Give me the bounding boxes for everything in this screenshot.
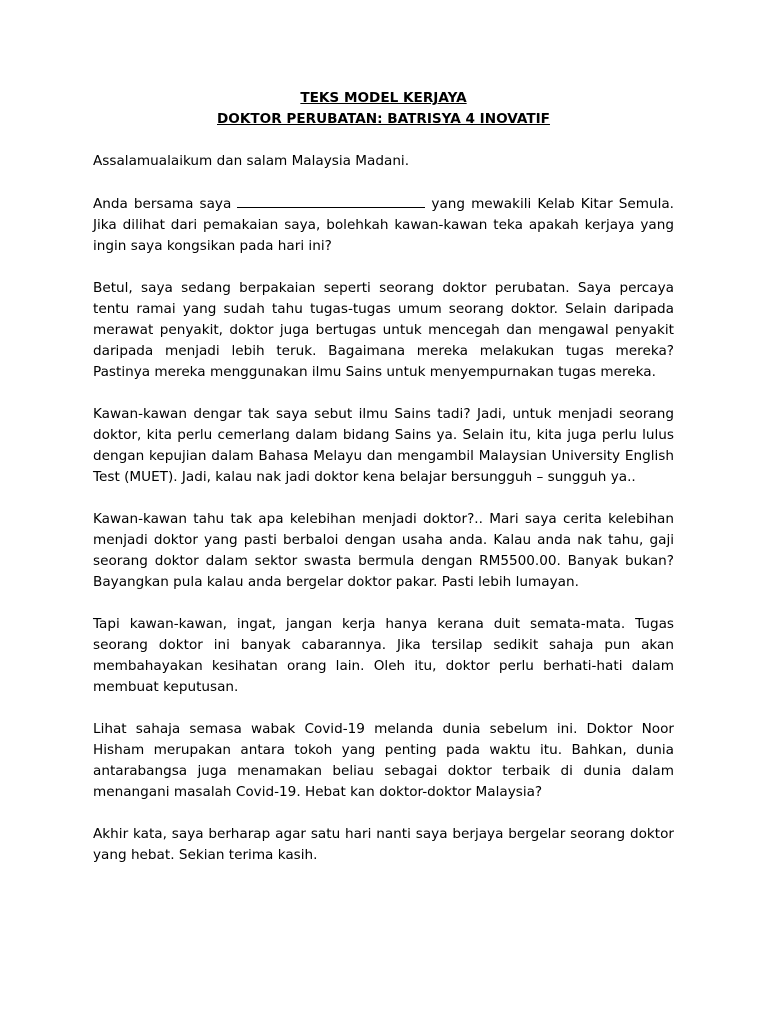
body-paragraph-2: Kawan-kawan dengar tak saya sebut ilmu Sains tadi? Jadi, untuk menjadi seorang doktor, kita perlu cemerlang dalam bidang Sains ya. Selain itu, kita juga perlu lulus dengan kepujian dalam Bahasa Melayu dan mengambil Malaysian University English Test (MUET). Jadi, kalau nak jadi doktor kena belajar bersungguh – sungguh ya.. bbox=[93, 406, 674, 485]
document-title bbox=[93, 88, 674, 130]
body-paragraph-1: Betul, saya sedang berpakaian seperti seorang doktor perubatan. Saya percaya tentu ramai yang sudah tahu tugas-tugas umum seorang doktor. Selain daripada merawat penyakit, doktor juga bertugas untuk mencegah dan mengawal penyakit daripada menjadi lebih teruk. Bagaimana mereka melakukan tugas mereka? Pastinya mereka menggunakan ilmu Sains untuk menyempurnakan tugas mereka. bbox=[93, 280, 674, 380]
intro-paragraph bbox=[93, 193, 674, 257]
intro-text-before: Anda bersama saya bbox=[93, 196, 232, 212]
greeting-paragraph: Assalamualaikum dan salam Malaysia Madani. bbox=[93, 153, 410, 169]
body-paragraph-4: Tapi kawan-kawan, ingat, jangan kerja hanya kerana duit semata-mata. Tugas seorang doktor ini banyak cabarannya. Jika tersilap sedikit sahaja pun akan membahayakan kesihatan orang lain. Oleh itu, doktor perlu berhati-hati dalam membuat keputusan. bbox=[93, 616, 674, 695]
body-paragraph-5: Lihat sahaja semasa wabak Covid-19 melanda dunia sebelum ini. Doktor Noor Hisham merupakan antara tokoh yang penting pada waktu itu. Bahkan, dunia antarabangsa juga menamakan beliau sebagai doktor terbaik di dunia dalam menangani masalah Covid-19. Hebat kan doktor-doktor Malaysia? bbox=[93, 721, 674, 800]
closing-paragraph: Akhir kata, saya berharap agar satu hari nanti saya berjaya bergelar seorang doktor yang hebat. Sekian terima kasih. bbox=[93, 826, 674, 863]
title-line-2: DOKTOR PERUBATAN: BATRISYA 4 INOVATIF bbox=[217, 111, 550, 127]
intro-text-after: yang mewakili Kelab Kitar Semula. Jika dilihat dari pemakaian saya, bolehkah kawan-kawan teka apakah kerjaya yang ingin saya kongsikan pada hari ini? bbox=[93, 196, 674, 254]
document-page bbox=[93, 88, 674, 866]
name-blank-line bbox=[237, 193, 425, 208]
body-paragraph-3: Kawan-kawan tahu tak apa kelebihan menjadi doktor?.. Mari saya cerita kelebihan menjadi doktor yang pasti berbaloi dengan usaha anda. Kalau anda nak tahu, gaji seorang doktor dalam sektor swasta bermula dengan RM5500.00. Banyak bukan? Bayangkan pula kalau anda bergelar doktor pakar. Pasti lebih lumayan. bbox=[93, 511, 674, 590]
title-line-1: TEKS MODEL KERJAYA bbox=[300, 90, 467, 106]
